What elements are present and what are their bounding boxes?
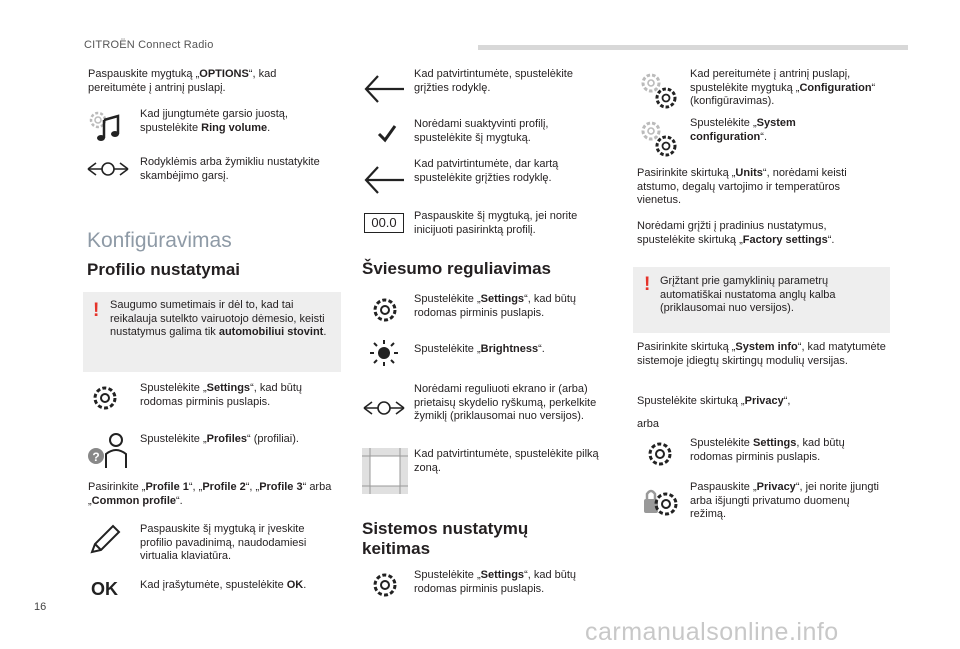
ok-icon: OK [91,579,118,599]
settings4-text: Spustelėkite Settings, kad būtų rodomas pirminis puslapis. [690,437,845,463]
privacy-lock-icon [640,482,680,522]
settings-text: Spustelėkite „Settings“, kad būtų rodomas pirminis puslapis. [140,382,303,408]
header-rule [478,45,908,50]
settings-gear-icon [370,570,400,600]
running-header: CITROËN Connect Radio [84,39,214,51]
pencil-text: Paspauskite šį mygtuką ir įveskite profilio pavadinimą, naudodamiesi virtualia klaviatūra. [140,523,307,562]
slider-icon [362,397,406,419]
settings3-text: Spustelėkite „Settings“, kad būtų rodomas pirminis puslapis. [414,569,577,595]
back1-text: Kad patvirtintumėte, spustelėkite grįžties rodyklę. [414,68,573,94]
brightness-icon [366,338,402,368]
warning-box [83,292,341,372]
gear-music-icon [86,108,126,144]
brightness-text: Spustelėkite „Brightness“. [414,343,545,355]
section-title: Konfigūravimas [87,229,232,252]
options-intro: Paspauskite mygtuką „OPTIONS“, kad pereitumėte į antrinį puslapį. [88,68,277,94]
factory-warning-box [633,267,890,333]
ring-slider-text: Rodyklėmis arba žymikliu nustatykite skambėjimo garsį. [140,156,320,182]
subsection-title: Profilio nustatymai [87,260,241,279]
profiles-text: Spustelėkite „Profiles“ (profiliai). [140,433,299,445]
factory-warning-text: Grįžtant prie gamyklinių parametrų automatiškai nustatoma anglų kalba (priklausomai nuo versijos). [660,275,836,314]
slider-icon [86,158,130,180]
reset-text: Paspauskite šį mygtuką, jei norite inicijuoti pasirinktą profilį. [414,210,578,236]
slider2-text: Norėdami reguliuoti ekrano ir (arba) prietaisų skydelio ryškumą, perkelkite žymiklį (priklausomai nuo versijos). [414,383,597,422]
privacy-text: Paspauskite „Privacy“, jei norite įjungti arba išjungti privatumo duomenų režimą. [690,481,879,520]
warning-icon: ! [644,274,651,295]
pencil-icon [88,524,122,556]
check-icon [376,123,398,143]
ok-text: Kad įrašytumėte, spustelėkite OK. [140,579,307,591]
warning-icon: ! [93,300,100,321]
warning-text: Saugumo sumetimais ir dėl to, kad tai reikalauja sutelkto vairuotojo dėmesio, keisti nustatymus galima tik automobiliui stovint. [110,299,327,338]
profiles-icon [86,430,130,470]
system-configuration-text: Spustelėkite „System configuration“. [690,117,796,143]
settings2-text: Spustelėkite „Settings“, kad būtų rodomas pirminis puslapis. [414,293,577,319]
privacy-tab-text: Spustelėkite skirtuką „Privacy“, [637,395,791,407]
settings-gear-icon [370,295,400,325]
choose-profile-text: Pasirinkite „Profile 1“, „Profile 2“, „Profile 3“ arba „Common profile“. [88,481,332,507]
grey-zone-icon [362,448,408,494]
configuration-text: Kad pereitumėte į antrinį puslapį, spustelėkite mygtuką „Configuration“ (konfigūravimas). [690,68,876,107]
check-text: Norėdami suaktyvinti profilį, spustelėkite šį mygtuką. [414,118,549,144]
back-arrow-icon [362,163,406,197]
factory-text: Norėdami grįžti į pradinius nustatymus, spustelėkite skirtuką „Factory settings“. [637,220,835,246]
configuration-gears-icon [638,70,684,112]
system-configuration-gears-icon [638,118,684,160]
page-number: 16 [34,601,47,613]
settings-gear-icon [645,439,675,469]
svg-text:?: ? [92,450,100,464]
section3-title: Sistemos nustatymų keitimas [362,519,529,558]
system-info-text: Pasirinkite skirtuką „System info“, kad matytumėte sistemoje įdiegtų skirtingų modulių versijas. [637,341,886,367]
or-text: arba [637,418,660,430]
back2-text: Kad patvirtintumėte, dar kartą spustelėkite grįžties rodyklę. [414,158,559,184]
units-text: Pasirinkite skirtuką „Units“, norėdami keisti atstumo, degalų vartojimo ir temperatūros vienetus. [637,167,847,206]
back-arrow-icon [362,72,406,106]
watermark: carmanualsonline.info [585,618,839,646]
ring-volume-text: Kad įjungtumėte garsio juostą, spustelėkite Ring volume. [140,108,288,134]
settings-gear-icon [90,383,120,413]
reset-icon: 00.0 [364,213,404,233]
grey-zone-text: Kad patvirtintumėte, spustelėkite pilką zoną. [414,448,599,474]
section2-title: Šviesumo reguliavimas [362,259,551,278]
